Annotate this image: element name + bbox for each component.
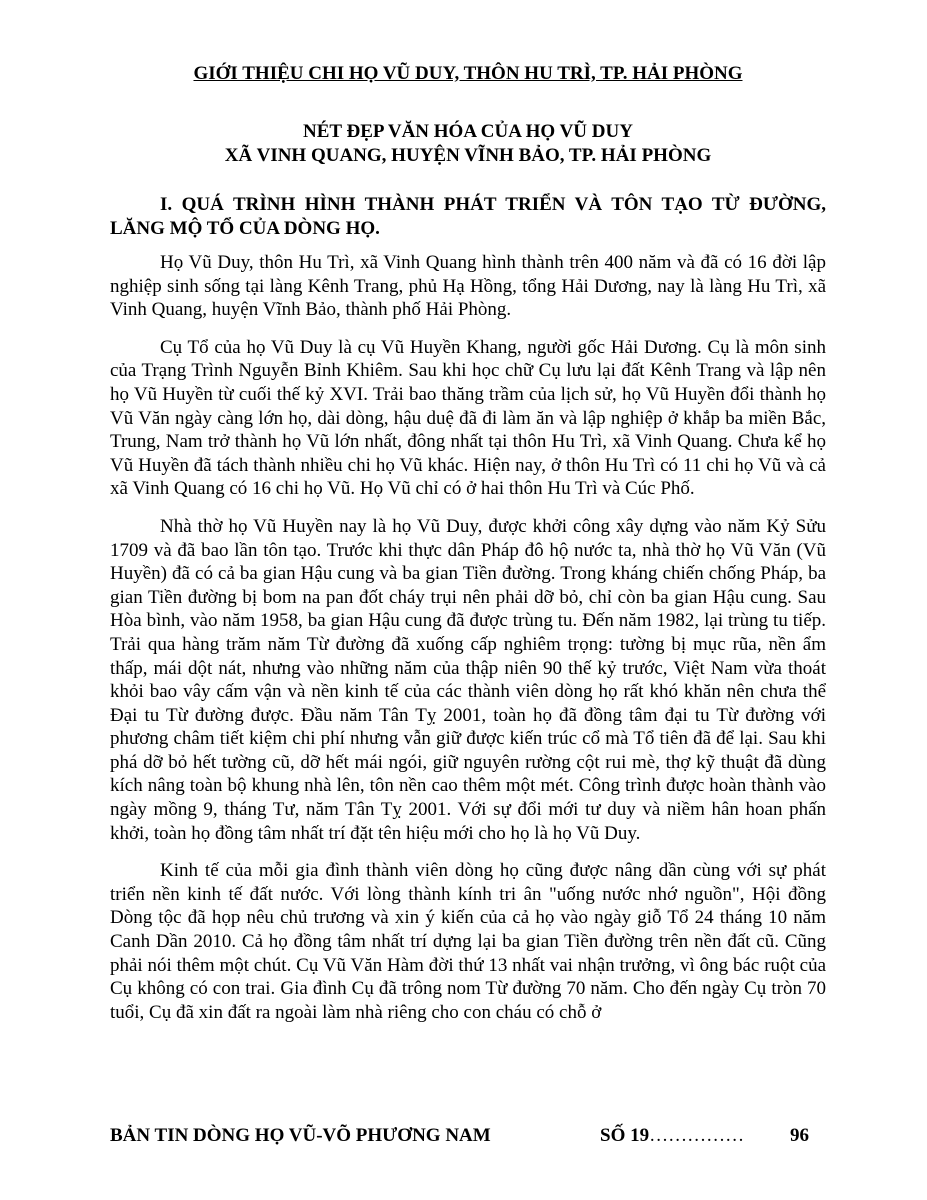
issue-number bbox=[600, 1124, 744, 1148]
subtitle-block bbox=[110, 120, 826, 168]
document-title: GIỚI THIỆU CHI HỌ VŨ DUY, THÔN HU TRÌ, TP. HẢI PHÒNG bbox=[193, 63, 743, 84]
paragraph-4: Kinh tế của mỗi gia đình thành viên dòng họ cũng được nâng dần cùng với sự phát triển nền kinh tế đất nước. Với lòng thành kính tri ân "uống nước nhớ nguồn", Hội đồng Dòng tộc đã họp nêu chủ trương và xin ý kiến của cả họ vào ngày giỗ Tổ 24 tháng 10 năm Canh Dần 2010. Cả họ đồng tâm nhất trí dựng lại ba gian Tiền đường trên nền đất cũ. Cũng phải nói thêm một chút. Cụ Vũ Văn Hàm đời thứ 13 nhất vai nhận trưởng, vì ông bác ruột của Cụ không có con trai. Gia đình Cụ đã trông nom Từ đường 70 năm. Cho đến ngày Cụ tròn 70 tuổi, Cụ đã xin đất ra ngoài làm nhà riêng cho con cháu có chỗ ở bbox=[110, 860, 826, 1023]
subtitle-line-1: NÉT ĐẸP VĂN HÓA CỦA HỌ VŨ DUY bbox=[303, 121, 633, 142]
issue-label: SỐ 19 bbox=[600, 1125, 650, 1146]
paragraph-3: Nhà thờ họ Vũ Huyền nay là họ Vũ Duy, được khởi công xây dựng vào năm Kỷ Sửu 1709 và đã bao lần tôn tạo. Trước khi thực dân Pháp đô hộ nước ta, nhà thờ họ Vũ Văn (Vũ Huyền) đã có cả ba gian Hậu cung và ba gian Tiền đường. Trong kháng chiến chống Pháp, ba gian Tiền đường bị bom na pan đốt cháy trụi nên phải dỡ bỏ, chỉ còn ba gian Hậu cung. Sau Hòa bình, vào năm 1958, ba gian Hậu cung đã được trùng tu. Đến năm 1982, lại trùng tu tiếp. Trải qua hàng trăm năm Từ đường đã xuống cấp nghiêm trọng: tường bị mục rũa, nền ẩm thấp, mái dột nát, nhưng vào những năm của thập niên 90 thế kỷ trước, Việt Nam vừa thoát khỏi bao vây cấm vận và nền kinh tế của các thành viên dòng họ rất khó khăn nên chưa thể Đại tu Từ đường được. Đầu năm Tân Tỵ 2001, toàn họ đã đồng tâm đại tu Từ đường với phương châm tiết kiệm chi phí nhưng vẫn giữ được kiến trúc cổ mà Tổ tiên đã để lại. Sau khi phá dỡ bỏ hết tường cũ, dỡ hết mái ngói, giữ nguyên rường cột rui mè, thợ kỹ thuật đã dùng kích nâng toàn bộ khung nhà lên, tôn nền cao thêm một mét. Công trình được hoàn thành vào ngày mồng 9, tháng Tư, năm Tân Tỵ 2001. Với sự đổi mới tư duy và niềm hân hoan phấn khởi, toàn họ đồng tâm nhất trí đặt tên hiệu mới cho họ là họ Vũ Duy. bbox=[110, 515, 826, 844]
page-number: 96 bbox=[790, 1125, 809, 1146]
section-heading: I. QUÁ TRÌNH HÌNH THÀNH PHÁT TRIỂN VÀ TÔN TẠO TỪ ĐƯỜNG, LĂNG MỘ TỔ CỦA DÒNG HỌ. bbox=[110, 194, 826, 239]
bulletin-name: BẢN TIN DÒNG HỌ VŨ-VÕ PHƯƠNG NAM bbox=[110, 1125, 491, 1146]
document-page bbox=[110, 62, 826, 1038]
subtitle-line-2: XÃ VINH QUANG, HUYỆN VĨNH BẢO, TP. HẢI PHÒNG bbox=[224, 145, 712, 166]
issue-dots: …………… bbox=[649, 1125, 745, 1146]
paragraph-1: Họ Vũ Duy, thôn Hu Trì, xã Vinh Quang hình thành trên 400 năm và đã có 16 đời lập nghiệp sinh sống tại làng Kênh Trang, phủ Hạ Hồng, tổng Hải Dương, nay là làng Hu Trì, xã Vinh Quang, huyện Vĩnh Bảo, thành phố Hải Phòng. bbox=[110, 252, 826, 321]
paragraph-2: Cụ Tổ của họ Vũ Duy là cụ Vũ Huyền Khang, người gốc Hải Dương. Cụ là môn sinh của Trạng Trình Nguyễn Bỉnh Khiêm. Sau khi học chữ Cụ lưu lại đất Kênh Trang và lập nên họ Vũ Huyền từ cuối thế kỷ XVI. Trải bao thăng trầm của lịch sử, họ Vũ Huyền đổi thành họ Vũ Văn ngày càng lớn họ, dài dòng, hậu duệ đã đi làm ăn và lập nghiệp ở khắp ba miền Bắc, Trung, Nam trở thành họ Vũ lớn nhất, đông nhất tại thôn Hu Trì, xã Vinh Quang. Chưa kể họ Vũ Huyền đã tách thành nhiều chi họ Vũ khác. Hiện nay, ở thôn Hu Trì có 11 chi họ Vũ và cả xã Vinh Quang có 16 chi họ Vũ. Họ Vũ chỉ có ở hai thôn Hu Trì và Cúc Phố. bbox=[110, 336, 826, 500]
